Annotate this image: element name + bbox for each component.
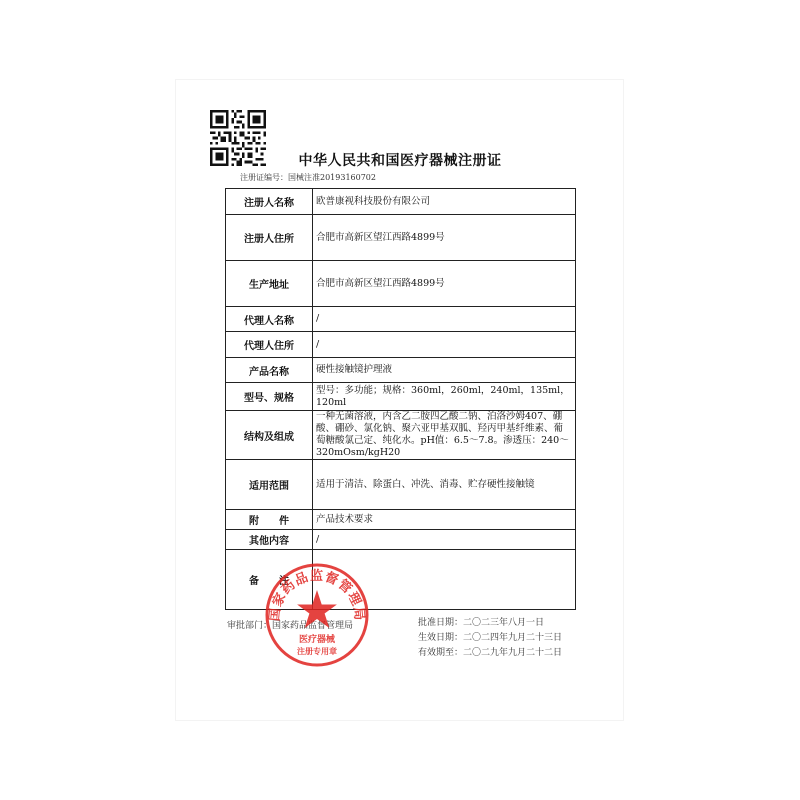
table-row	[226, 411, 576, 460]
approval-department: 审批部门：国家药品监督管理局	[227, 621, 354, 631]
effective-date: 生效日期：二〇二四年九月二十三日	[418, 633, 563, 643]
row-label: 型号、规格	[226, 383, 313, 411]
row-value: /	[313, 307, 576, 332]
row-value: 产品技术要求	[313, 510, 576, 530]
row-label: 注册人住所	[226, 215, 313, 261]
row-label: 代理人名称	[226, 307, 313, 332]
row-label: 其他内容	[226, 530, 313, 550]
expiry-date: 有效期至：二〇二九年九月二十二日	[418, 648, 563, 658]
row-value: 适用于清洁、除蛋白、冲洗、消毒、贮存硬性接触镜	[313, 460, 576, 510]
row-label: 附 件	[226, 510, 313, 530]
date-block	[418, 616, 562, 661]
row-label: 产品名称	[226, 358, 313, 383]
table-row	[226, 510, 576, 530]
table-row	[226, 383, 576, 411]
row-label: 适用范围	[226, 460, 313, 510]
svg-text:国家药品监督管理局: 国家药品监督管理局	[267, 569, 367, 622]
approval-date: 批准日期：二〇二三年八月一日	[418, 618, 545, 628]
table-row	[226, 215, 576, 261]
svg-text:注册专用章: 注册专用章	[297, 647, 337, 656]
row-value: 硬性接触镜护理液	[313, 358, 576, 383]
row-label: 注册人名称	[226, 189, 313, 215]
row-value: 合肥市高新区望江西路4899号	[313, 261, 576, 307]
row-value: 欧普康视科技股份有限公司	[313, 189, 576, 215]
row-value: /	[313, 332, 576, 358]
row-label: 备 注	[226, 550, 313, 610]
row-label: 结构及组成	[226, 411, 313, 460]
document-title: 中华人民共和国医疗器械注册证	[298, 153, 502, 169]
table-row	[226, 530, 576, 550]
row-value: 合肥市高新区望江西路4899号	[313, 215, 576, 261]
row-value: /	[313, 530, 576, 550]
row-value: 型号：多功能；规格：360ml，260ml，240ml，135ml，120ml	[313, 383, 576, 411]
certificate-table	[225, 188, 576, 610]
official-seal-stamp	[262, 560, 372, 670]
table-row	[226, 460, 576, 510]
table-row	[226, 358, 576, 383]
row-value: 一种无菌溶液，内含乙二胺四乙酸二钠、泊洛沙姆407、硼酸、硼砂、氯化钠、聚六亚甲基双胍、羟丙甲基纤维素、葡萄糖酸氯己定、纯化水。pH值：6.5～7.8。渗透压：240～320mOsm/kgH20	[313, 411, 576, 460]
table-row	[226, 261, 576, 307]
table-row	[226, 307, 576, 332]
table-row	[226, 332, 576, 358]
registration-number: 注册证编号：国械注准20193160702	[240, 173, 376, 182]
row-label: 生产地址	[226, 261, 313, 307]
table-row	[226, 189, 576, 215]
row-label: 代理人住所	[226, 332, 313, 358]
svg-text:医疗器械: 医疗器械	[298, 635, 336, 645]
